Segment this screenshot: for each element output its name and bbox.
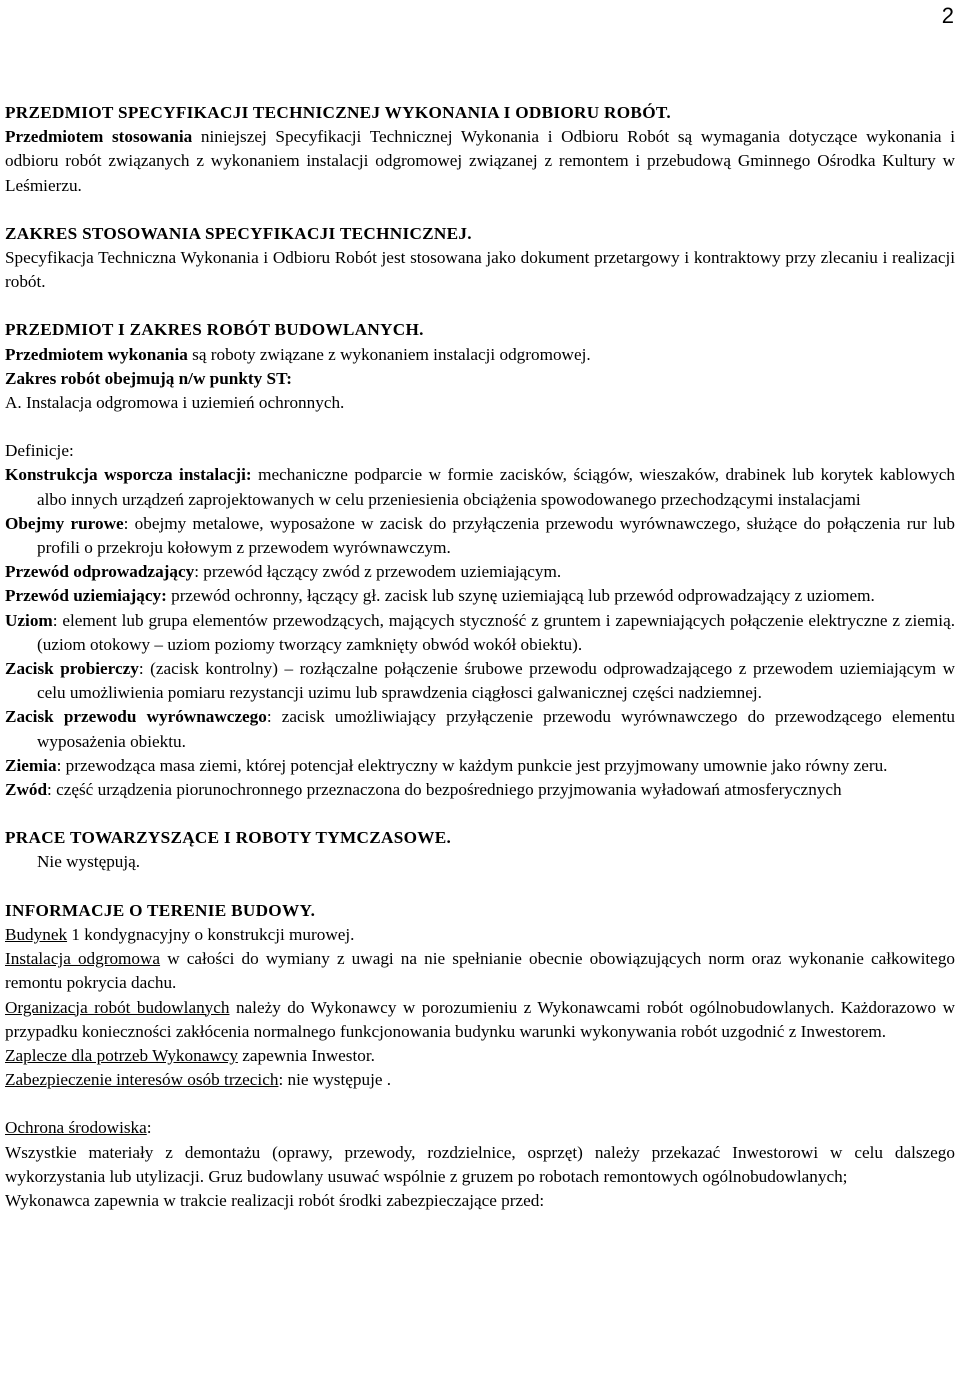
definition-term: Zacisk przewodu wyrównawczego — [5, 707, 267, 727]
section-title: ZAKRES STOSOWANIA SPECYFIKACJI TECHNICZNEJ. — [5, 223, 472, 243]
definition-item — [5, 512, 955, 560]
section-title: PRZEDMIOT SPECYFIKACJI TECHNICZNEJ WYKONANIA I ODBIORU ROBÓT. — [5, 103, 671, 122]
info-item — [5, 1044, 955, 1068]
info-label: Instalacja odgromowa — [5, 949, 161, 969]
definition-text: przewód ochronny, łączący gł. zacisk lub szynę uziemiającą lub przewód odprowadzający z uziomem. — [166, 586, 875, 606]
info-text: 1 kondygnacyjny o konstrukcji murowej. — [67, 924, 355, 944]
definition-item — [5, 560, 955, 584]
definition-item — [5, 705, 955, 753]
definition-term: Zwód — [5, 780, 48, 800]
definition-item — [5, 584, 955, 608]
definition-text: : zacisk umożliwiający przyłączenie przewodu wyrównawczego do przewodzącego elementu wyposażenia obiektu. — [37, 707, 956, 751]
paragraph-text: są roboty związane z wykonaniem instalacji odgromowej. — [187, 344, 591, 364]
section-przedmiot-i-zakres — [5, 318, 955, 415]
definition-text: : obejmy metalowe, wyposażone w zacisk do przyłączenia przewodu wyrównawczego, służące do połączenia rur lub profili o przekroju kołowym z przewodem wyrównawczym. — [37, 513, 955, 558]
info-item — [5, 947, 955, 995]
definition-text: mechaniczne podparcie w formie zacisków, ściągów, wieszaków, drabinek lub korytek kablowych albo innych urządzeń zaprojektowanych w celu przeniesienia obciążenia spowodowanego przechodzącymi instalacjami — [37, 465, 956, 509]
section-title: PRACE TOWARZYSZĄCE I ROBOTY TYMCZASOWE. — [5, 828, 452, 848]
definition-term: Przewód uziemiający: — [5, 586, 167, 606]
info-text: należy do Wykonawcy w porozumieniu z Wykonawcami robót ogólnobudowlanych. Każdorazowo w przypadku konieczności zakłócenia normalnego funkcjonowania budynku warunki wykonywania robót uzgodnić z Inwestorem. — [5, 997, 955, 1041]
info-item — [5, 996, 955, 1044]
paragraph — [5, 125, 955, 198]
paragraph: Wykonawca zapewnia w trakcie realizacji robót środki zabezpieczające przed: — [5, 1190, 545, 1210]
info-label: Zabezpieczenie interesów osób trzecich — [5, 1070, 279, 1090]
info-label: Budynek — [5, 924, 68, 944]
section-przedmiot-specyfikacji — [5, 101, 955, 198]
section-title: INFORMACJE O TERENIE BUDOWY. — [5, 900, 316, 920]
definition-item — [5, 657, 955, 705]
definition-text: : przewód łączący zwód z przewodem uziemiającym. — [194, 562, 562, 582]
section-title — [5, 1116, 955, 1140]
section-ochrona-srodowiska — [5, 1116, 955, 1213]
info-label: Organizacja robót budowlanych — [5, 997, 230, 1017]
definition-item — [5, 778, 955, 802]
definition-term: Konstrukcja wsporcza instalacji: — [5, 465, 252, 485]
section-definicje — [5, 439, 955, 802]
section-informacje-o-terenie — [5, 899, 955, 1093]
paragraph — [5, 343, 955, 367]
definition-text: : (zacisk kontrolny) – rozłączalne połączenie śrubowe przewodu odprowadzającego z przewodem uziemiającym w celu umożliwienia pomiaru rezystancji uzimu lub sprawdzenia ciągłosci galwanicznej części nadziemnej. — [37, 659, 955, 703]
definition-term: Zacisk probierczy — [5, 659, 139, 679]
info-text: w całości do wymiany z uwagi na nie spełnianie obecnie obowiązujących norm oraz wykonanie całkowitego remontu pokrycia dachu. — [5, 949, 956, 993]
paragraph: Wszystkie materiały z demontażu (oprawy, przewody, rozdzielnice, osprzęt) należy przekazać Inwestorowi w celu dalszego wykorzystania lub utylizacji. Gruz budowlany usuwać wspólnie z gruzem po robotach remontowych ogólnobudowlanych; — [5, 1142, 955, 1186]
scope-label: Zakres robót obejmują n/w punkty ST: — [5, 368, 292, 388]
definition-text: : część urządzenia piorunochronnego przeznaczona do bezpośredniego przyjmowania wyładowań atmosferycznych — [47, 780, 842, 800]
section-title-suffix: : — [146, 1118, 152, 1138]
definition-item — [5, 754, 955, 778]
definition-item — [5, 463, 955, 511]
definitions-title: Definicje: — [5, 441, 74, 461]
info-text: zapewnia Inwestor. — [237, 1045, 375, 1065]
definition-text: : element lub grupa elementów przewodzących, mających styczność z gruntem i zapewniających połączenie elektryczne z ziemią. (uziom otokowy – uziom poziomy tworzący zamknięty obwód wokół obiektu). — [37, 610, 955, 654]
section-zakres-stosowania — [5, 222, 955, 295]
section-prace-towarzyszace — [5, 826, 955, 874]
lead-term: Przedmiotem wykonania — [5, 344, 188, 364]
document-body — [5, 101, 955, 1213]
paragraph: Specyfikacja Techniczna Wykonania i Odbioru Robót jest stosowana jako dokument przetargowy i kontraktowy przy zlecaniu i realizacji robót. — [5, 248, 955, 292]
paragraph-text: niniejszej Specyfikacji Technicznej Wykonania i Odbioru Robót są wymagania dotyczące wykonania i odbioru robót związanych z wykonaniem instalacji odgromowej związanej z remontem i przebudową Gminnego Ośrodka Kultury w Leśmierzu. — [5, 127, 955, 195]
definition-term: Obejmy rurowe — [5, 513, 124, 533]
info-item — [5, 923, 955, 947]
definition-term: Przewód odprowadzający — [5, 562, 195, 582]
definition-text: : przewodząca masa ziemi, której potencjał elektryczny w każdym punkcie jest przyjmowany umownie jako równy zeru. — [56, 755, 888, 775]
definition-item — [5, 609, 955, 657]
lead-term: Przedmiotem stosowania — [5, 127, 193, 147]
definition-term: Ziemia — [5, 755, 57, 775]
section-title-text: Ochrona środowiska — [5, 1118, 147, 1138]
page-number: 2 — [941, 3, 954, 28]
info-item — [5, 1068, 955, 1092]
info-text: : nie występuje . — [278, 1070, 392, 1090]
info-label: Zaplecze dla potrzeb Wykonawcy — [5, 1045, 238, 1065]
scope-item: A. Instalacja odgromowa i uziemień ochronnych. — [5, 393, 345, 413]
section-title: PRZEDMIOT I ZAKRES ROBÓT BUDOWLANYCH. — [5, 320, 424, 340]
definition-term: Uziom — [5, 610, 53, 630]
paragraph: Nie występują. — [37, 852, 141, 872]
